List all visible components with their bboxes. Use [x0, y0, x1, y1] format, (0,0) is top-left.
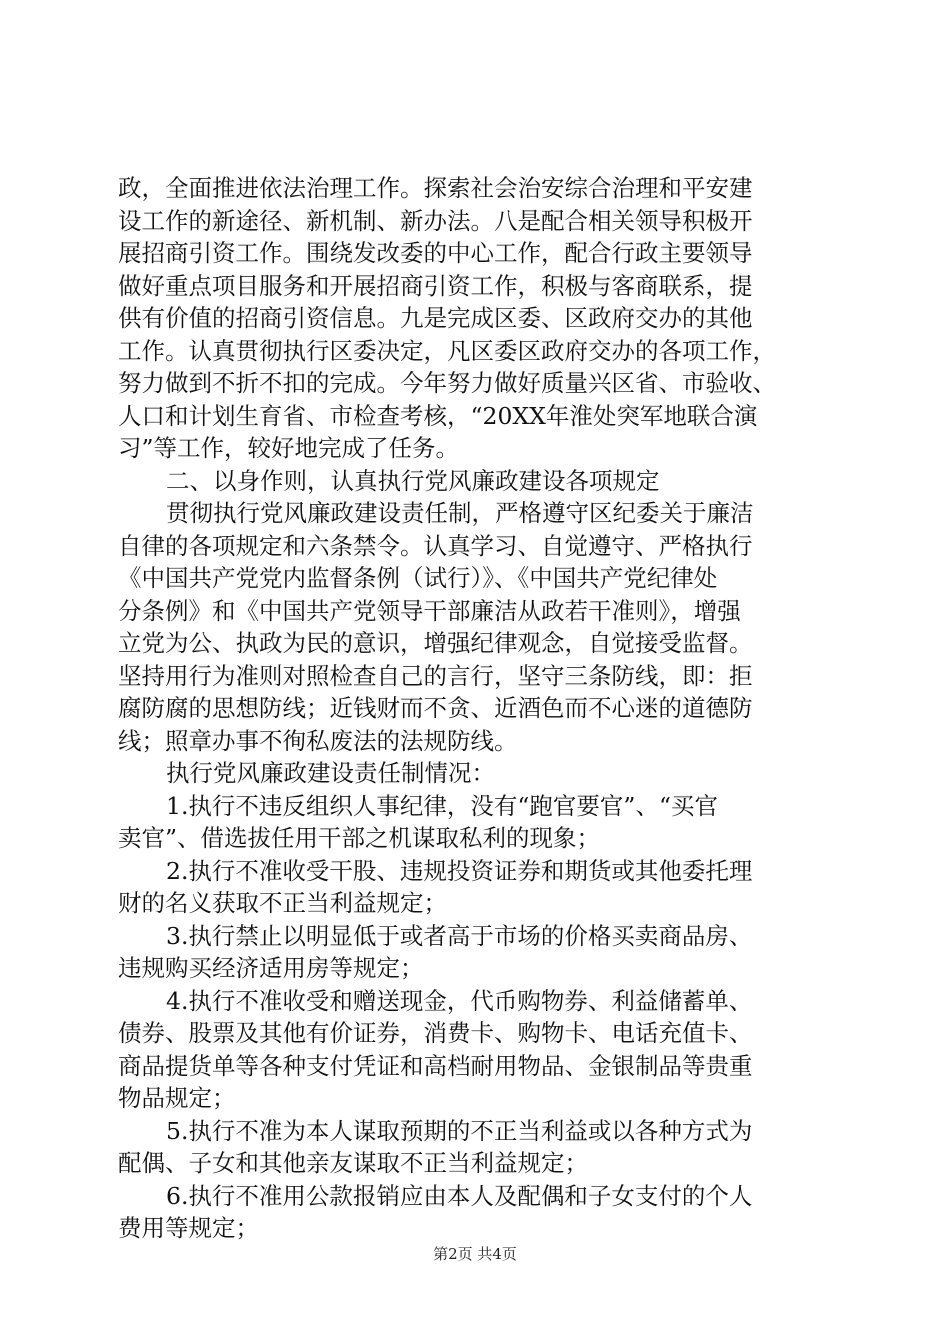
text-line: 费用等规定； [118, 1214, 259, 1242]
text-line: 腐防腐的思想防线；近钱财而不贪、近酒色而不心迷的道德防 [118, 694, 753, 722]
text-line: 习”等工作，较好地完成了任务。 [118, 434, 460, 462]
text-line: 供有价值的招商引资信息。九是完成区委、区政府交办的其他 [118, 304, 753, 332]
text-line: 线；照章办事不徇私废法的法规防线。 [118, 726, 518, 755]
text-line: 努力做到不折不扣的完成。今年努力做好质量兴区省、市验收、 [118, 369, 776, 397]
text-line: 财的名义获取不正当利益规定； [118, 889, 447, 917]
text-line: 展招商引资工作。围绕发改委的中心工作，配合行政主要领导 [118, 239, 753, 267]
paragraph-start: 贯彻执行党风廉政建设责任制，严格遵守区纪委关于廉洁 [166, 499, 754, 527]
page-footer [0, 1244, 950, 1264]
text-line: 债券、股票及其他有价证券，消费卡、购物卡、电话充值卡、 [118, 1019, 753, 1047]
text-line: 配偶、子女和其他亲友谋取不正当利益规定； [118, 1149, 588, 1177]
text-line: 工作。认真贯彻执行区委决定，凡区委区政府交办的各项工作， [118, 336, 776, 365]
text-line: 物品规定； [118, 1084, 236, 1112]
list-item-6: 6.执行不准用公款报销应由本人及配偶和子女支付的个人 [166, 1181, 753, 1210]
list-item-1: 1.执行不违反组织人事纪律，没有“跑官要官”、“买官 [166, 791, 718, 820]
text-line: 《中国共产党党内监督条例（试行）》、《中国共产党纪律处 [118, 564, 718, 592]
text-line: 分条例》和《中国共产党领导干部廉洁从政若干准则》，增强 [118, 596, 741, 625]
text-line: 卖官”、借选拔任用干部之机谋取私利的现象； [118, 824, 601, 852]
text-line: 人口和计划生育省、市检查考核，“20XX年淮处突军地联合演 [118, 401, 758, 430]
text-line: 商品提货单等各种支付凭证和高档耐用物品、金银制品等贵重 [118, 1051, 753, 1080]
list-intro: 执行党风廉政建设责任制情况： [166, 759, 495, 787]
list-item-2: 2.执行不准收受干股、违规投资证券和期货或其他委托理 [166, 856, 753, 885]
text-line: 立党为公、执政为民的意识，增强纪律观念，自觉接受监督。 [118, 629, 753, 657]
text-line: 做好重点项目服务和开展招商引资工作，积极与客商联系，提 [118, 271, 753, 300]
list-item-5: 5.执行不准为本人谋取预期的不正当利益或以各种方式为 [166, 1116, 753, 1145]
page-number: 第2页 共4页 [433, 1245, 517, 1263]
text-line: 坚持用行为准则对照检查自己的言行，坚守三条防线，即：拒 [118, 661, 753, 690]
document-body [118, 172, 838, 1245]
text-line: 自律的各项规定和六条禁令。认真学习、自觉遵守、严格执行 [118, 531, 753, 560]
list-item-3: 3.执行禁止以明显低于或者高于市场的价格买卖商品房、 [166, 921, 753, 950]
text-line: 设工作的新途径、新机制、新办法。八是配合相关领导积极开 [118, 206, 753, 235]
section-heading: 二、以身作则，认真执行党风廉政建设各项规定 [166, 466, 660, 495]
list-item-4: 4.执行不准收受和赠送现金，代币购物券、利益储蓄单、 [166, 986, 753, 1015]
text-line: 政，全面推进依法治理工作。探索社会治安综合治理和平安建 [118, 174, 753, 202]
text-line: 违规购买经济适用房等规定； [118, 954, 424, 982]
